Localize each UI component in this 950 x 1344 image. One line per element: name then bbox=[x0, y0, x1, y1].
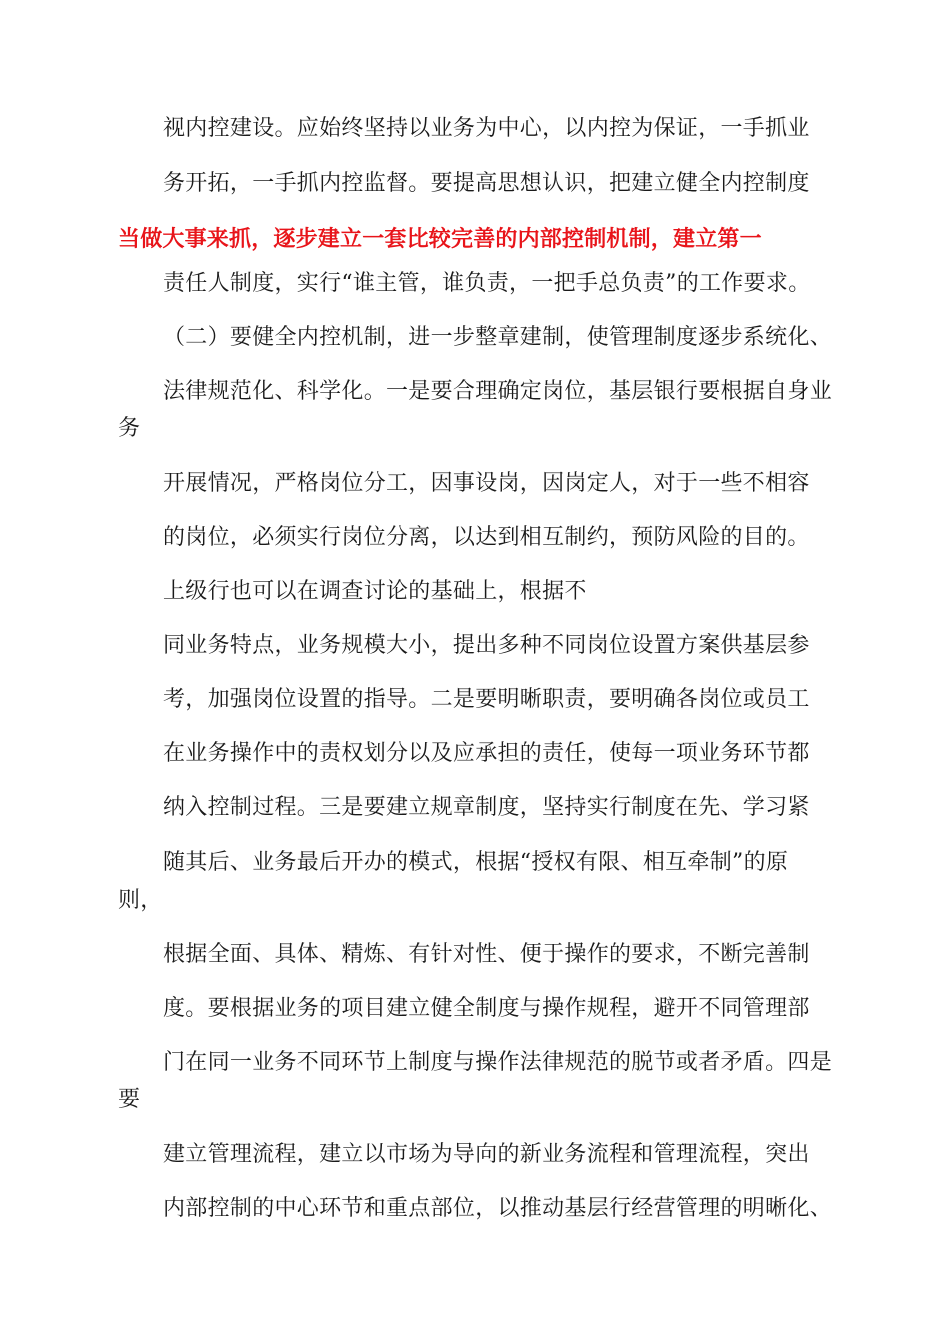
paragraph-line-wrap: 要 bbox=[118, 1087, 141, 1112]
paragraph-line: 的岗位，必须实行岗位分离，以达到相互制约，预防风险的目的。 bbox=[163, 525, 810, 550]
paragraph-line: 开展情况，严格岗位分工，因事设岗，因岗定人，对于一些不相容 bbox=[163, 471, 810, 496]
paragraph-line: 务开拓，一手抓内控监督。要提高思想认识，把建立健全内控制度 bbox=[163, 171, 810, 196]
paragraph-line: 根据全面、具体、精炼、有针对性、便于操作的要求，不断完善制 bbox=[163, 942, 810, 967]
paragraph-line: 法律规范化、科学化。一是要合理确定岗位，基层银行要根据自身业 bbox=[163, 379, 833, 404]
paragraph-line: （二）要健全内控机制，进一步整章建制，使管理制度逐步系统化、 bbox=[163, 325, 833, 350]
paragraph-line: 上级行也可以在调查讨论的基础上，根据不 bbox=[163, 579, 587, 604]
paragraph-line: 责任人制度，实行“谁主管，谁负责，一把手总负责”的工作要求。 bbox=[163, 271, 811, 296]
paragraph-line-wrap: 则， bbox=[118, 888, 163, 913]
paragraph-line: 门在同一业务不同环节上制度与操作法律规范的脱节或者矛盾。四是 bbox=[163, 1050, 833, 1075]
paragraph-line: 内部控制的中心环节和重点部位，以推动基层行经营管理的明晰化、 bbox=[163, 1196, 833, 1221]
paragraph-line: 视内控建设。应始终坚持以业务为中心，以内控为保证，一手抓业 bbox=[163, 116, 810, 141]
paragraph-line: 随其后、业务最后开办的模式，根据“授权有限、相互牵制”的原 bbox=[163, 850, 789, 875]
paragraph-line-wrap: 务 bbox=[118, 416, 141, 441]
paragraph-line: 在业务操作中的责权划分以及应承担的责任，使每一项业务环节都 bbox=[163, 741, 810, 766]
highlighted-line: 当做大事来抓，逐步建立一套比较完善的内部控制机制，建立第一 bbox=[118, 227, 762, 252]
paragraph-line: 考，加强岗位设置的指导。二是要明晰职责，要明确各岗位或员工 bbox=[163, 687, 810, 712]
paragraph-line: 同业务特点，业务规模大小，提出多种不同岗位设置方案供基层参 bbox=[163, 633, 810, 658]
paragraph-line: 纳入控制过程。三是要建立规章制度，坚持实行制度在先、学习紧 bbox=[163, 795, 810, 820]
paragraph-line: 度。要根据业务的项目建立健全制度与操作规程，避开不同管理部 bbox=[163, 996, 810, 1021]
paragraph-line: 建立管理流程，建立以市场为导向的新业务流程和管理流程，突出 bbox=[163, 1142, 810, 1167]
